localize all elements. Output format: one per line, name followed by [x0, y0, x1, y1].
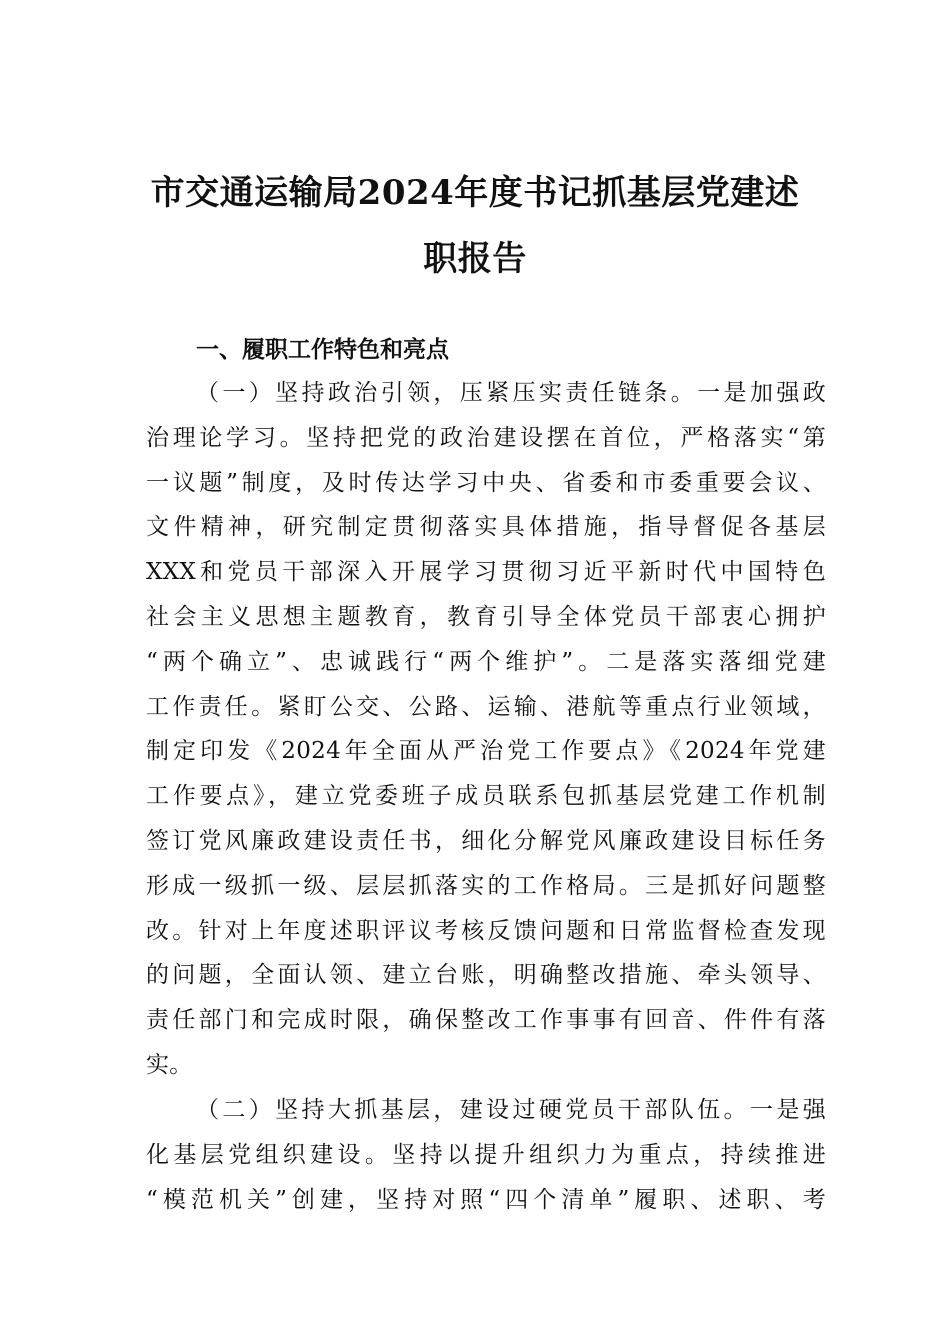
paragraph-line: 化基层党组织建设。坚持以提升组织力为重点，持续推进 — [146, 1141, 826, 1168]
paragraph-line: 改。针对上年度述职评议考核反馈问题和日常监督检查发现 — [146, 917, 826, 944]
section-heading: 一、履职工作特色和亮点 — [196, 337, 449, 363]
paragraph-line: 签订党风廉政建设责任书，细化分解党风廉政建设目标任务 — [146, 827, 826, 854]
paragraph-line: “两个确立”、忠诚践行“两个维护”。二是落实落细党建 — [146, 648, 826, 675]
paragraph-line: 一议题”制度，及时传达学习中央、省委和市委重要会议、 — [146, 469, 826, 496]
paragraph-line: 社会主义思想主题教育，教育引导全体党员干部衷心拥护 — [146, 603, 826, 630]
paragraph-line: 实。 — [146, 1051, 193, 1078]
paragraph-line: 形成一级抓一级、层层抓落实的工作格局。三是抓好问题整 — [146, 872, 826, 899]
paragraph-2 — [146, 1088, 826, 1222]
paragraph-line: （二）坚持大抓基层，建设过硬党员干部队伍。一是强 — [196, 1097, 826, 1123]
paragraph-line: 的问题，全面认领、建立台账，明确整改措施、牵头领导、 — [146, 962, 826, 989]
paragraph-line: 治理论学习。坚持把党的政治建设摆在首位，严格落实“第 — [146, 424, 826, 451]
paragraph-1 — [146, 371, 826, 1088]
title-line: 市交通运输局2024年度书记抓基层党建述 — [150, 173, 800, 213]
title-line: 职报告 — [423, 239, 527, 279]
paragraph-line: 工作责任。紧盯公交、公路、运输、港航等重点行业领域， — [146, 693, 826, 720]
paragraph-line: 文件精神，研究制定贯彻落实具体措施，指导督促各基层 — [146, 514, 826, 541]
document-title — [120, 160, 830, 292]
paragraph-line: XXX和党员干部深入开展学习贯彻习近平新时代中国特色 — [146, 559, 826, 586]
paragraph-line: （一）坚持政治引领，压紧压实责任链条。一是加强政 — [196, 380, 826, 406]
paragraph-line: 工作要点》，建立党委班子成员联系包抓基层党建工作机制 — [146, 783, 826, 810]
paragraph-line: 责任部门和完成时限，确保整改工作事事有回音、件件有落 — [146, 1007, 826, 1034]
paragraph-line: 制定印发《2024年全面从严治党工作要点》《2024年党建 — [146, 738, 826, 765]
paragraph-line: “模范机关”创建，坚持对照“四个清单”履职、述职、考 — [146, 1186, 826, 1213]
